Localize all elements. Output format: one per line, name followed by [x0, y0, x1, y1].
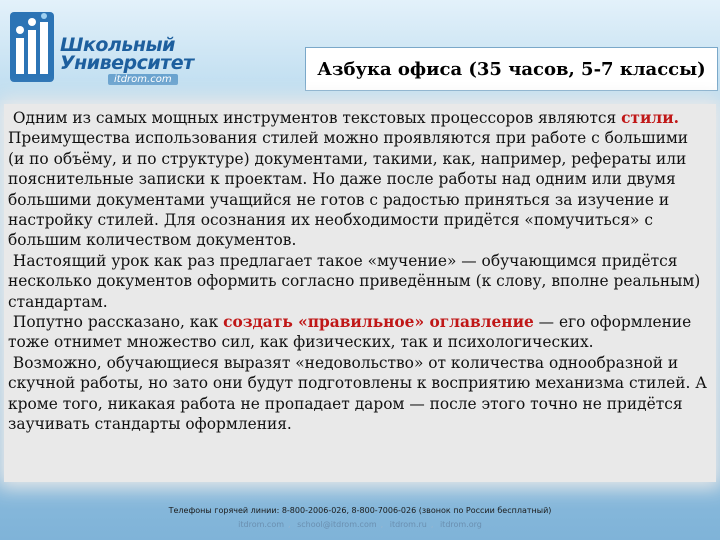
p4-text: Возможно, обучающиеся выразят «недовольство» от количества однообразной и скучной работы, но зато они будут подготовлены к восприятию механизма стилей. А кроме того, никакая работа не пропадает даром — после этого точно не придётся заучивать стандарты оформления.: [8, 353, 707, 434]
footer-hotline: Телефоны горячей линии: 8-800-2006-026, 8-800-7006-026 (звонок по России бесплатный): [168, 506, 552, 515]
footer-links: itdrom.com , school@itdrom.com , itdrom.ru , itdrom.org: [238, 520, 482, 529]
body-text: [8, 108, 708, 435]
footer-link-3[interactable]: itdrom.ru: [389, 520, 427, 529]
p1-text-b: Преимущества использования стилей можно проявляются при работе с большими (и по объёму, и по структуре) документами, такими, как, например, рефераты или пояснительные записки к проектам. Но даже после работы над одним или двумя большими документами учащийся не готов с радостью приняться за изучение и настройку стилей. Для осознания их необходимости придётся «помучиться» с большим количеством документов.: [8, 129, 689, 250]
footer-link-4[interactable]: itdrom.org: [439, 520, 482, 529]
logo-emblem-icon: [8, 8, 58, 84]
paragraph-1: [8, 108, 708, 251]
footer-link-1[interactable]: itdrom.com: [238, 520, 285, 529]
p3-text-a: Попутно рассказано, как: [12, 313, 224, 332]
logo-site: itdrom.com: [108, 74, 178, 85]
school-university-logo: [8, 8, 194, 86]
p1-text-a: Одним из самых мощных инструментов текстовых процессоров являются: [12, 109, 622, 127]
paragraph-3: [8, 312, 708, 353]
p1-highlight-styles: стили.: [621, 109, 680, 127]
p3-highlight-toc: создать «правильное» оглавление: [223, 313, 534, 332]
footer-link-2[interactable]: school@itdrom.com: [297, 520, 377, 529]
p3-text-b: — его оформление тоже отнимет множество сил, как физических, так и психологических.: [8, 313, 692, 352]
paragraph-4: [8, 353, 708, 435]
logo-line1: Школьный: [60, 34, 175, 56]
p2-text: Настоящий урок как раз предлагает такое «мучение» — обучающимся придётся несколько документов оформить согласно приведённым (к слову, вполне реальным) стандартам.: [8, 251, 701, 311]
slide-title: Азбука офиса (35 часов, 5-7 классы): [305, 47, 718, 91]
paragraph-2: [8, 251, 708, 312]
logo-line2: Университет: [60, 52, 194, 74]
